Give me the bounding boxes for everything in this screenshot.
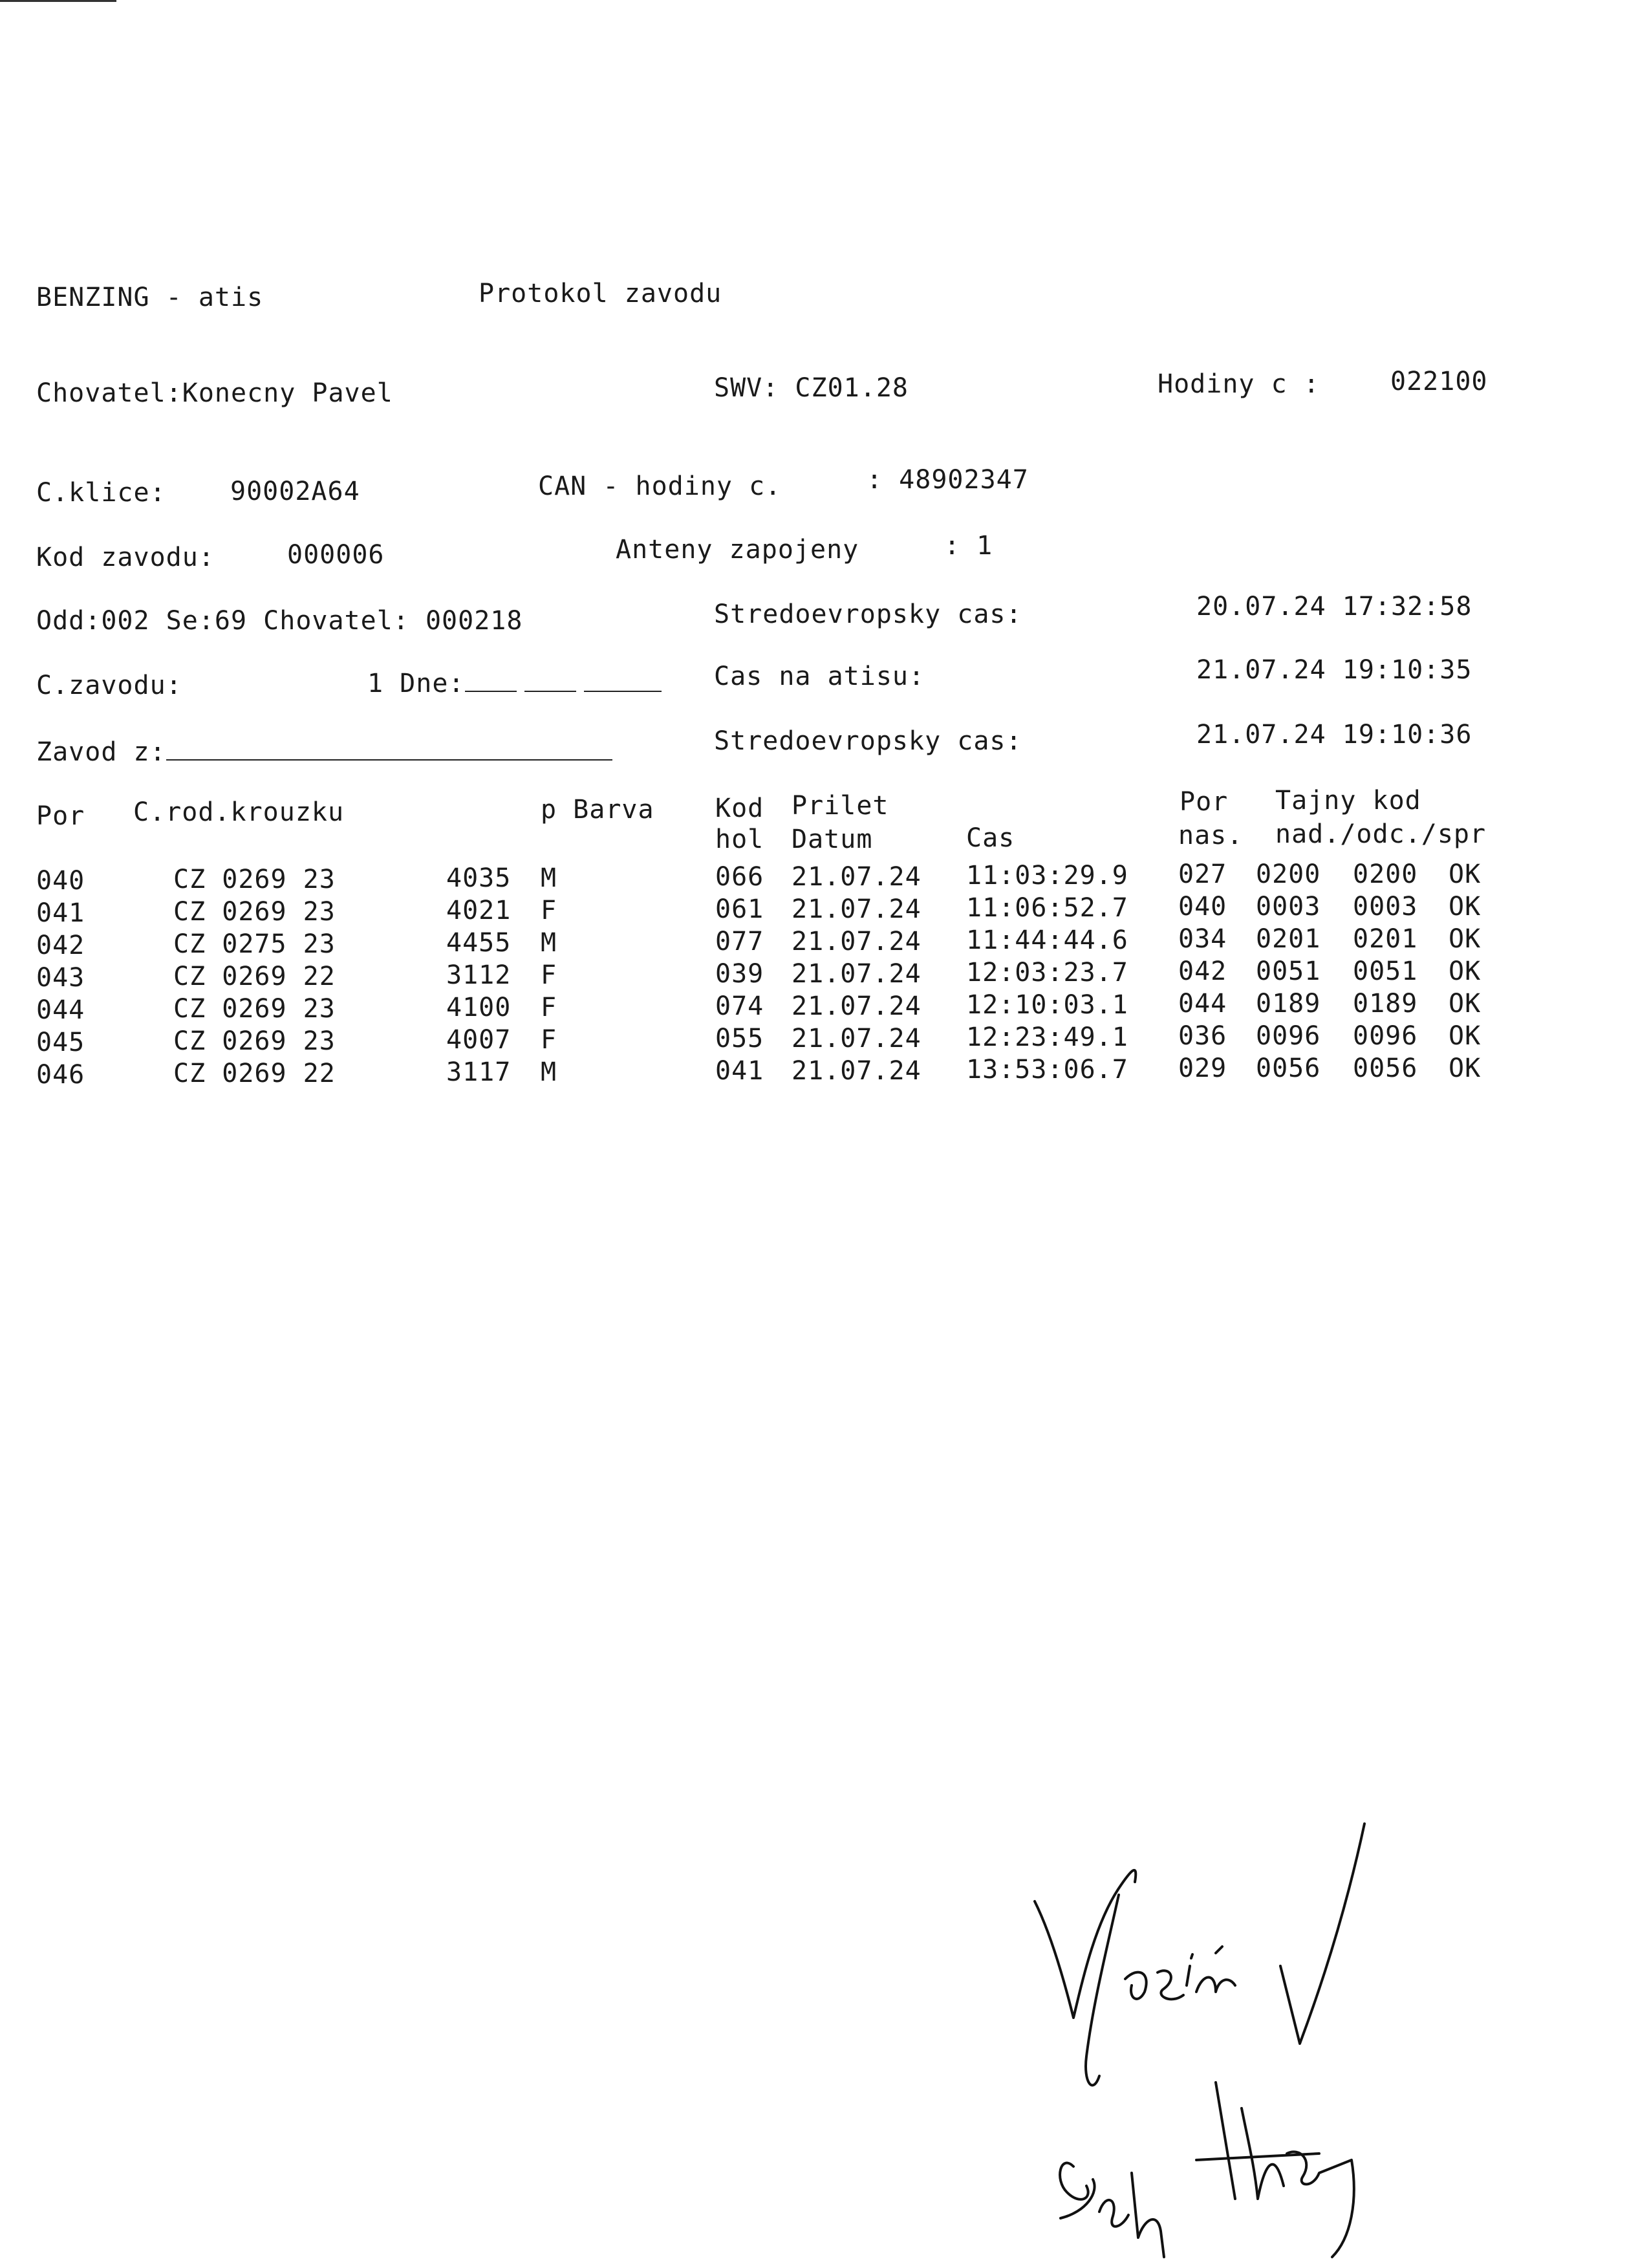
cell-sex: M — [541, 863, 557, 893]
cell-ring-number: 4007 — [446, 1025, 512, 1055]
cell-date: 21.07.24 — [792, 927, 921, 956]
cell-nad: 0200 — [1256, 859, 1321, 889]
cell-sex: F — [541, 960, 557, 990]
cell-nad: 0189 — [1256, 989, 1321, 1019]
c-zavodu-dne: 1 Dne: — [367, 669, 465, 698]
header-prilet: Prilet — [792, 791, 889, 821]
chovatel-name: Chovatel:Konecny Pavel — [36, 378, 393, 408]
cell-odc: 0200 — [1353, 859, 1418, 889]
cell-sex: F — [541, 993, 557, 1022]
anteny-value: : 1 — [944, 531, 993, 561]
cell-time: 11:06:52.7 — [966, 893, 1128, 923]
cell-date: 21.07.24 — [792, 1024, 921, 1053]
cell-nad: 0003 — [1256, 892, 1321, 922]
cell-por-nas: 034 — [1178, 924, 1227, 954]
dne-blank-day — [465, 669, 517, 692]
cell-ring: CZ 0269 23 — [173, 897, 336, 927]
header-tajny-kod: Tajny kod — [1275, 786, 1421, 815]
hodiny-label: Hodiny c : — [1158, 369, 1320, 399]
klice-label: C.klice: — [36, 478, 166, 508]
cell-ring: CZ 0269 23 — [173, 865, 336, 894]
cell-ring: CZ 0269 22 — [173, 962, 336, 991]
header-cas: Cas — [966, 823, 1015, 853]
header-p-barva: p Barva — [541, 795, 654, 825]
zavod-z-blank — [166, 737, 612, 761]
brand-label: BENZING - atis — [36, 283, 264, 312]
cell-por: 045 — [36, 1028, 85, 1057]
cell-time: 12:10:03.1 — [966, 990, 1128, 1020]
cell-sex: F — [541, 1025, 557, 1055]
signature-kosina — [1022, 1811, 1384, 2108]
zavod-z-text: Zavod z: — [36, 737, 166, 767]
dne-blank-month — [524, 669, 576, 692]
cell-nad: 0051 — [1256, 956, 1321, 986]
header-nad-odc-spr: nad./odc./spr — [1275, 819, 1487, 849]
cell-kod-hol: 039 — [715, 959, 764, 989]
cell-spr: OK — [1449, 956, 1482, 986]
cell-date: 21.07.24 — [792, 894, 921, 924]
cell-kod-hol: 077 — [715, 927, 764, 956]
cell-odc: 0003 — [1353, 892, 1418, 922]
header-por: Por — [36, 801, 85, 831]
odd-se-chovatel: Odd:002 Se:69 Chovatel: 000218 — [36, 606, 523, 636]
cell-odc: 0201 — [1353, 924, 1418, 954]
dne-blank-year — [584, 669, 662, 692]
cell-ring: CZ 0269 23 — [173, 1026, 336, 1056]
cell-por: 046 — [36, 1060, 85, 1090]
table-row — [0, 1053, 1649, 1090]
cell-por-nas: 044 — [1178, 989, 1227, 1019]
header-nas: nas. — [1178, 821, 1244, 850]
can-label: CAN - hodiny c. — [538, 471, 782, 501]
cell-spr: OK — [1449, 892, 1482, 922]
cell-time: 11:44:44.6 — [966, 925, 1128, 955]
swv-version: SWV: CZ01.28 — [714, 373, 909, 403]
cell-por: 041 — [36, 898, 85, 928]
cell-ring: CZ 0275 23 — [173, 929, 336, 959]
cell-odc: 0051 — [1353, 956, 1418, 986]
cell-ring-number: 4100 — [446, 993, 512, 1022]
cell-ring-number: 4455 — [446, 928, 512, 958]
stredoevropsky-value-2: 21.07.24 19:10:36 — [1196, 720, 1472, 750]
cell-por-nas: 040 — [1178, 892, 1227, 922]
cell-ring-number: 3112 — [446, 960, 512, 990]
cell-time: 12:23:49.1 — [966, 1022, 1128, 1052]
signature-vach — [1048, 2069, 1384, 2263]
cas-na-atisu-value: 21.07.24 19:10:35 — [1196, 655, 1472, 685]
cell-kod-hol: 066 — [715, 862, 764, 892]
header-datum: Datum — [792, 825, 873, 854]
cell-kod-hol: 041 — [715, 1056, 764, 1086]
kod-zavodu-label: Kod zavodu: — [36, 543, 215, 572]
cell-kod-hol: 074 — [715, 991, 764, 1021]
cell-nad: 0056 — [1256, 1053, 1321, 1083]
cell-spr: OK — [1449, 924, 1482, 954]
stredoevropsky-value-1: 20.07.24 17:32:58 — [1196, 592, 1472, 621]
cell-por: 044 — [36, 995, 85, 1025]
cell-date: 21.07.24 — [792, 991, 921, 1021]
cell-sex: M — [541, 1057, 557, 1087]
header-hol: hol — [715, 825, 764, 854]
cell-por-nas: 027 — [1178, 859, 1227, 889]
cas-na-atisu-label: Cas na atisu: — [714, 662, 925, 691]
cell-sex: M — [541, 928, 557, 958]
scan-edge-mark — [0, 0, 116, 2]
cell-ring-number: 4035 — [446, 863, 512, 893]
klice-value: 90002A64 — [230, 477, 360, 506]
cell-time: 12:03:23.7 — [966, 958, 1128, 988]
cell-odc: 0056 — [1353, 1053, 1418, 1083]
header-por-nas: Por — [1180, 787, 1229, 817]
cell-odc: 0096 — [1353, 1021, 1418, 1051]
can-value: : 48902347 — [867, 465, 1029, 495]
hodiny-value: 022100 — [1390, 367, 1488, 396]
c-zavodu-label: C.zavodu: — [36, 671, 182, 700]
cell-spr: OK — [1449, 1021, 1482, 1051]
cell-ring: CZ 0269 23 — [173, 994, 336, 1024]
cell-spr: OK — [1449, 859, 1482, 889]
cell-por-nas: 029 — [1178, 1053, 1227, 1083]
cell-nad: 0201 — [1256, 924, 1321, 954]
cell-time: 13:53:06.7 — [966, 1055, 1128, 1085]
cell-time: 11:03:29.9 — [966, 861, 1128, 891]
cell-kod-hol: 061 — [715, 894, 764, 924]
cell-ring-number: 4021 — [446, 896, 512, 925]
document-title: Protokol zavodu — [479, 279, 722, 308]
cell-spr: OK — [1449, 1053, 1482, 1083]
cell-por: 043 — [36, 963, 85, 993]
cell-date: 21.07.24 — [792, 959, 921, 989]
stredoevropsky-label-1: Stredoevropsky cas: — [714, 599, 1022, 629]
cell-sex: F — [541, 896, 557, 925]
cell-spr: OK — [1449, 989, 1482, 1019]
kod-zavodu-value: 000006 — [287, 540, 385, 570]
cell-por-nas: 042 — [1178, 956, 1227, 986]
stredoevropsky-label-2: Stredoevropsky cas: — [714, 726, 1022, 756]
cell-por: 042 — [36, 931, 85, 960]
cell-date: 21.07.24 — [792, 1056, 921, 1086]
c-zavodu-value — [367, 669, 662, 697]
cell-por-nas: 036 — [1178, 1021, 1227, 1051]
header-krouzek: C.rod.krouzku — [133, 797, 345, 827]
cell-ring-number: 3117 — [446, 1057, 512, 1087]
cell-por: 040 — [36, 866, 85, 896]
cell-date: 21.07.24 — [792, 862, 921, 892]
zavod-z-label — [36, 737, 612, 765]
cell-nad: 0096 — [1256, 1021, 1321, 1051]
cell-odc: 0189 — [1353, 989, 1418, 1019]
cell-kod-hol: 055 — [715, 1024, 764, 1053]
header-kod: Kod — [715, 794, 764, 823]
cell-ring: CZ 0269 22 — [173, 1059, 336, 1088]
anteny-label: Anteny zapojeny — [616, 535, 859, 565]
